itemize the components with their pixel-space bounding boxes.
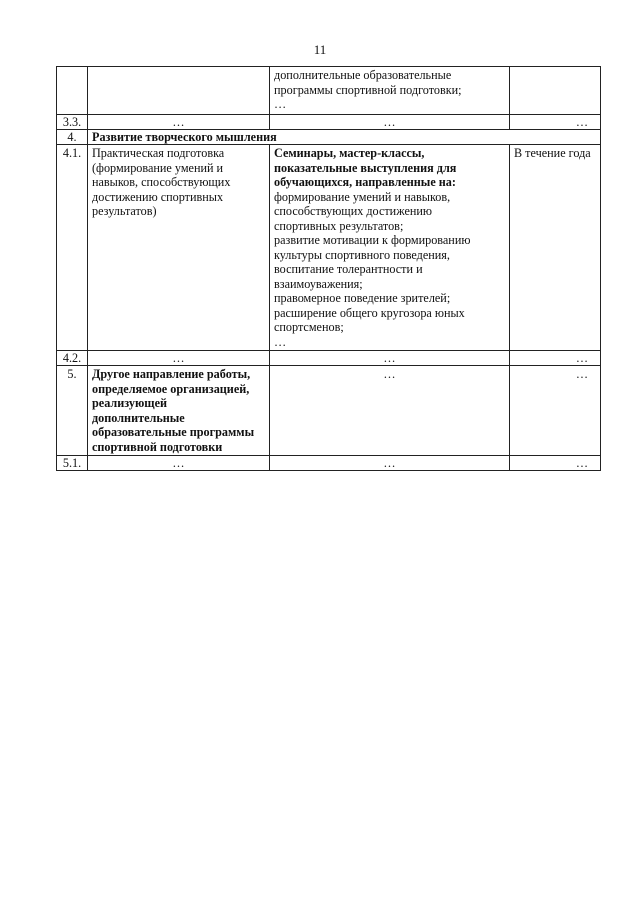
title-line: (формирование умений и: [92, 160, 224, 175]
table-row: [57, 130, 601, 145]
row-period: В течение года: [510, 145, 601, 351]
title-line: определяемое организацией,: [92, 381, 250, 396]
activity-table: [56, 66, 601, 471]
table-row: [57, 351, 601, 366]
row-number: 3.3.: [57, 115, 88, 130]
title-line: навыков, способствующих: [92, 175, 231, 189]
title-line: результатов): [92, 204, 157, 218]
content-heading-line: Семинары, мастер-классы,: [274, 146, 425, 160]
title-line: образовательные программы: [92, 425, 255, 439]
row-content: …: [270, 351, 510, 366]
row-content: …: [270, 115, 510, 130]
content-line: взаимоуважения;: [274, 276, 363, 291]
row-number: 5.1.: [57, 456, 88, 471]
title-line: спортивной подготовки: [92, 439, 223, 454]
page-number: 11: [313, 42, 327, 57]
row-title: …: [88, 456, 270, 471]
row-title: …: [88, 115, 270, 130]
content-heading-line: обучающихся, направленные на:: [274, 175, 456, 189]
content-line: …: [274, 334, 287, 349]
content-heading-line: показательные выступления для: [274, 160, 457, 175]
row-period: …: [510, 456, 601, 471]
content-line: спортсменов;: [274, 320, 344, 334]
content-line: формирование умений и навыков,: [274, 189, 451, 204]
title-line: дополнительные: [92, 410, 185, 425]
content-line: воспитание толерантности и: [274, 262, 423, 276]
table-row: [57, 67, 601, 115]
title-line: реализующей: [92, 396, 168, 410]
title-line: достижению спортивных: [92, 189, 224, 204]
row-period: [510, 67, 601, 115]
row-number: 4.: [57, 130, 88, 145]
title-line: Практическая подготовка: [92, 146, 225, 160]
row-period: …: [510, 351, 601, 366]
table-row: [57, 456, 601, 471]
row-title: …: [88, 351, 270, 366]
row-content: [270, 145, 510, 351]
row-content: …: [270, 456, 510, 471]
content-line: расширение общего кругозора юных: [274, 305, 465, 320]
row-number: 4.2.: [57, 351, 88, 366]
content-line: программы спортивной подготовки;: [274, 82, 462, 97]
table-row: [57, 145, 601, 351]
row-content: [270, 67, 510, 115]
row-period: …: [510, 366, 601, 456]
row-title: [88, 67, 270, 115]
title-line: Другое направление работы,: [92, 367, 251, 381]
content-line: культуры спортивного поведения,: [274, 247, 450, 262]
row-number: 5.: [57, 366, 88, 456]
row-title: [88, 145, 270, 351]
content-line: спортивных результатов;: [274, 218, 404, 233]
content-line: дополнительные образовательные: [274, 68, 452, 82]
row-number: 4.1.: [57, 145, 88, 351]
table-row: [57, 115, 601, 130]
content-line: развитие мотивации к формированию: [274, 233, 471, 247]
row-title: [88, 366, 270, 456]
content-line: правомерное поведение зрителей;: [274, 291, 451, 305]
row-number: [57, 67, 88, 115]
row-content: …: [270, 366, 510, 456]
content-line: способствующих достижению: [274, 204, 433, 218]
table-row: [57, 366, 601, 456]
row-period: …: [510, 115, 601, 130]
content-line: …: [274, 97, 287, 111]
section-title: Развитие творческого мышления: [88, 130, 601, 145]
